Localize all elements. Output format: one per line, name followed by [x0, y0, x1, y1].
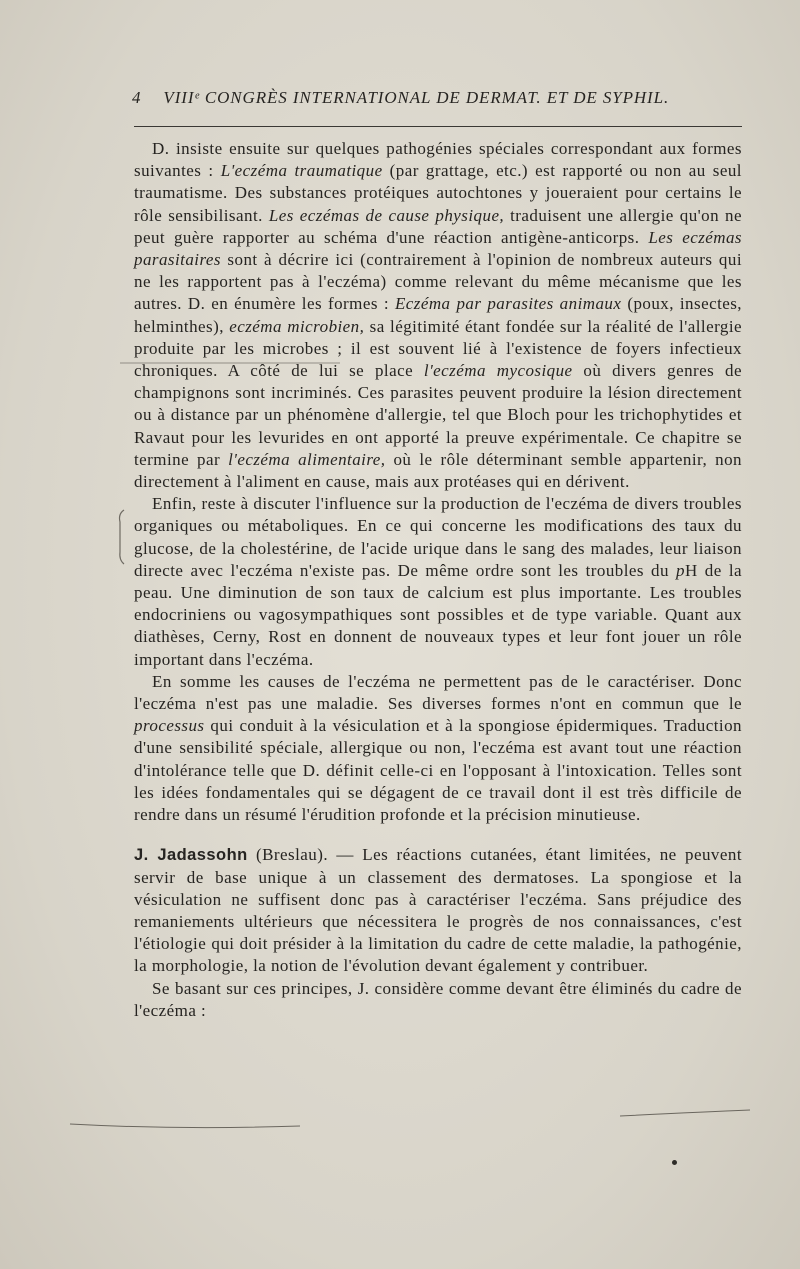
text-run: où divers genres de champignons sont incriminés. Ces parasites peuvent produire la lésion directement ou à distance par un phénomène d'allergie, tel que Bloch pour les trichophytides et Ravaut pour les levurides en ont apporté la preuve expérimentale. Ce chapitre se termine par — [134, 361, 742, 469]
text-run: Se basant sur ces principes, J. considère comme devant être éliminés du cadre de l'eczéma : — [134, 978, 742, 1020]
margin-bracket-mark — [116, 508, 126, 566]
italic-term: Les eczémas parasitaires — [134, 227, 742, 270]
paragraph-eliminated — [134, 978, 742, 1022]
text-run: Enfin, reste à discuter l'influence sur la production de l'eczéma de divers troubles organiques ou métaboliques. En ce qui concerne les modifications des taux du glucose, de la cholestérine, de l'acide urique dans le sang des malades, leur liaison directe avec l'eczéma n'existe pas. De même ordre sont les troubles du — [134, 494, 742, 580]
header-rule — [134, 126, 742, 127]
text-run: (poux, insectes, helminthes), — [134, 294, 742, 336]
paragraph-eczema-forms — [134, 138, 742, 493]
text-run: traduisent une allergie qu'on ne peut guère rapporter au schéma d'une réaction antigène-anticorps. — [134, 205, 743, 247]
italic-term: eczéma microbien, — [229, 316, 365, 336]
page-number: 4 — [132, 88, 142, 107]
italic-term: Les eczémas de cause physique, — [268, 205, 505, 225]
italic-term: l'eczéma alimentaire, — [228, 449, 386, 469]
text-run: sont à décrire ici (contrairement à l'opinion de nombreux auteurs qui ne les rapportent pas à l'eczéma) comme relevant du même mécanisme que les autres. D. en énumère les formes : — [134, 250, 742, 314]
text-run: D. insiste ensuite sur quelques pathogénies spéciales correspondant aux formes suivantes : — [134, 139, 742, 181]
italic-term: p — [676, 560, 685, 580]
page-header — [132, 88, 742, 108]
article-body — [134, 138, 742, 1022]
text-run: qui conduit à la vésiculation et à la spongiose épidermiques. Traduction d'une sensibilité spéciale, allergique ou non, l'eczéma est avant tout une réaction d'intolérance telle que D. définit celle-ci en l'opposant à l'intoxication. Telles sont les idées fondamentales qui se dégagent de ce travail dont il est très difficile de rendre dans un résumé l'érudition profonde et la précision minutieuse. — [134, 716, 742, 825]
author-name: J. Jadassohn — [134, 846, 248, 865]
italic-term: l'eczéma mycosique — [423, 361, 573, 381]
text-run: sa légitimité étant fondée sur la réalité de l'allergie produite par les microbes ; il est souvent lié à l'existence de foyers infectieux chroniques. A côté de lui se place — [134, 316, 742, 381]
paragraph-jadassohn — [134, 844, 742, 977]
paragraph-metabolic-troubles — [134, 493, 742, 671]
text-run: H de la peau. Une diminution de son taux de calcium est plus importante. Les troubles endocriniens ou vagosympathiques sont possibles et de type variable. Quant aux diathèses, Cerny, Rost en donnent de nouveaux types et leur font jouer un rôle important dans l'eczéma. — [134, 560, 742, 669]
text-run: (Breslau). — Les réactions cutanées, étant limitées, ne peuvent servir de base unique à un classement des dermatoses. La spongiose et la vésiculation ne suffisent donc pas à caractériser l'eczéma. Sans préjudice des remaniements ultérieurs que nécessitera le progrès de nos connaissances, c'est l'étiologie qui doit présider à la limitation du cadre de cette maladie, la pathogénie, la morphologie, la notion de l'évolution devant également y contribuer. — [134, 845, 742, 976]
italic-term: L'eczéma traumatique — [220, 161, 383, 181]
paragraph-summary — [134, 671, 742, 826]
text-run: (par grattage, etc.) est rapporté ou non au seul traumatisme. Des substances protéiques autochtones y joueraient pour certains le rôle sensibilisant. — [134, 161, 742, 225]
ink-dot — [672, 1160, 677, 1165]
underline-pencil-mark — [60, 1108, 760, 1148]
running-title: VIIIᵉ CONGRÈS INTERNATIONAL DE DERMAT. ET DE SYPHIL. — [163, 88, 670, 107]
text-run: où le rôle déterminant semble appartenir, non directement à l'aliment en cause, mais aux protéases qui en dérivent. — [134, 449, 742, 492]
italic-term: processus — [134, 716, 205, 736]
italic-term: Eczéma par parasites animaux — [394, 294, 622, 314]
text-run: En somme les causes de l'eczéma ne permettent pas de le caractériser. Donc l'eczéma n'est pas une maladie. Ses diverses formes n'ont en commun que le — [134, 671, 742, 714]
